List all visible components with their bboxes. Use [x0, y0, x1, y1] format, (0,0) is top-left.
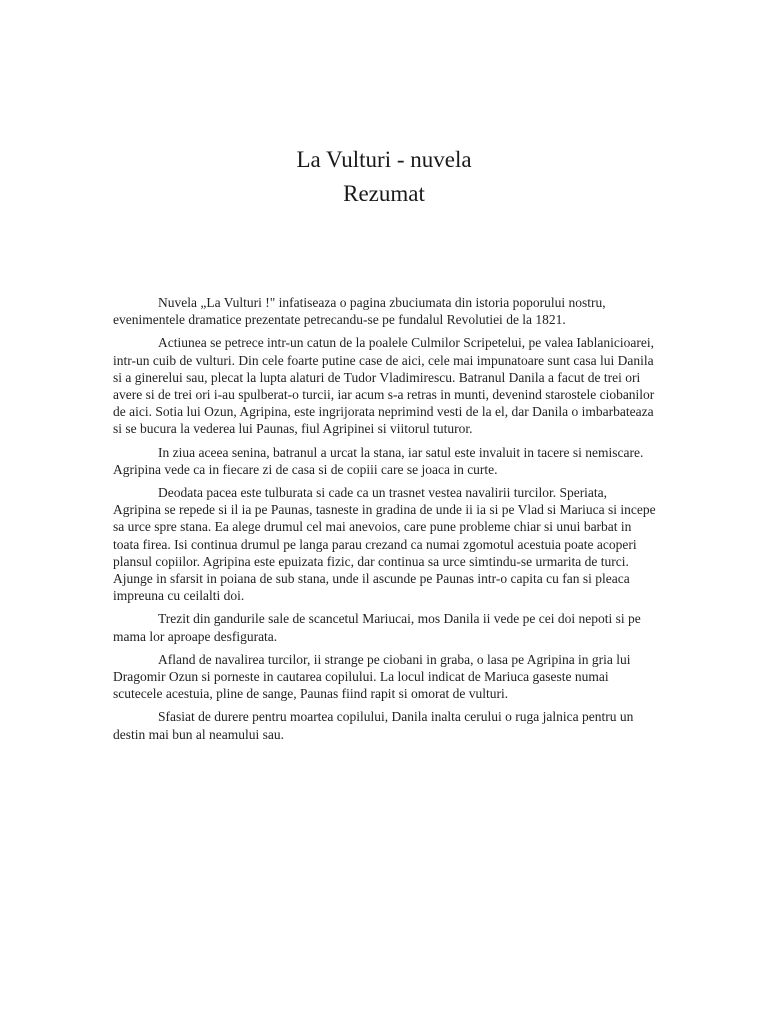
page-subtitle: Rezumat: [343, 181, 425, 206]
page-title: La Vulturi - nuvela: [296, 147, 472, 172]
document-body: [113, 294, 657, 749]
paragraph: Trezit din gandurile sale de scancetul Mariucai, mos Danila ii vede pe cei doi nepoti si pe mama lor aproape desfigurata.: [113, 611, 641, 644]
paragraph: Actiunea se petrece intr-un catun de la poalele Culmilor Scripetelui, pe valea Iablanicioarei, intr-un cuib de vulturi. Din cele foarte putine case de aici, cele mai impunatoare sunt casa lui Danila si a ginerelui sau, plecat la lupta alaturi de Tudor Vladimirescu. Batranul Danila a facut de trei ori avere si de trei ori i-au spulberat-o turcii, iar acum s-a retras in munti, devenind starostele ciobanilor de aici. Sotia lui Ozun, Agripina, este ingrijorata neprimind vesti de la el, dar Danila o imbarbateaza si se bucura la vederea lui Paunas, fiul Agripinei si viitorul tuturor.: [113, 335, 655, 437]
paragraph: In ziua aceea senina, batranul a urcat la stana, iar satul este invaluit in tacere si nemiscare. Agripina vede ca in fiecare zi de casa si de copiii care se joaca in curte.: [113, 444, 644, 477]
title-block: [0, 143, 768, 211]
paragraph: Sfasiat de durere pentru moartea copilului, Danila inalta cerului o ruga jalnica pentru un destin mai bun al neamului sau.: [113, 709, 634, 742]
paragraph: Afland de navalirea turcilor, ii strange pe ciobani in graba, o lasa pe Agripina in gria lui Dragomir Ozun si porneste in cautarea copilului. La locul indicat de Mariuca gaseste numai scutecele acestuia, pline de sange, Paunas fiind rapit si omorat de vulturi.: [113, 651, 631, 702]
paragraph: Deodata pacea este tulburata si cade ca un trasnet vestea navalirii turcilor. Speriata, Agripina se repede si il ia pe Paunas, tasneste in gradina de unde ii ia si pe Vlad si Mariuca si incepe sa urce spre stana. Ea alege drumul cel mai anevoios, care pune probleme chiar si unui barbat in toata firea. Isi continua drumul pe langa parau crezand ca numai zgomotul acestuia poate acoperi plansul copiilor. Agripina este epuizata fizic, dar continua sa urce simtindu-se urmarita de turci. Ajunge in sfarsit in poiana de sub stana, unde il ascunde pe Paunas intr-o capita cu fan si pleaca impreuna cu ceilalti doi.: [113, 485, 656, 604]
paragraph: Nuvela „La Vulturi !" infatiseaza o pagina zbuciumata din istoria poporului nostru, evenimentele dramatice prezentate petrecandu-se pe fundalul Revolutiei de la 1821.: [113, 295, 606, 328]
